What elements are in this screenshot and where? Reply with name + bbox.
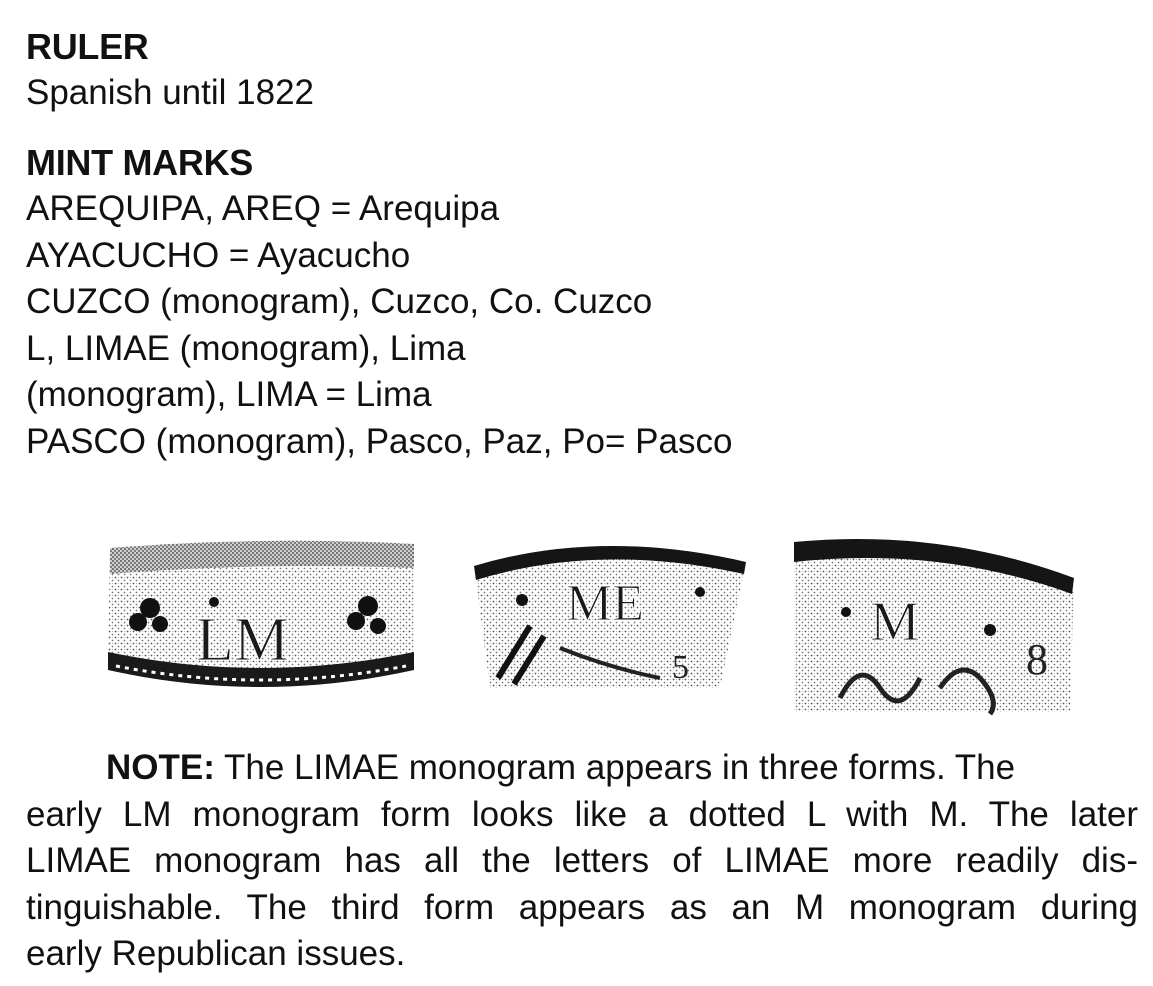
me-monogram-coin-image (474, 546, 746, 688)
note-label: NOTE: (106, 748, 215, 787)
monogram-images (0, 528, 1153, 728)
mint-mark-line: AYACUCHO = Ayacucho (26, 235, 411, 275)
mint-marks-section (26, 140, 732, 465)
note-text: early LM monogram form looks like a dotted L with M. The later (26, 794, 1138, 834)
note-text: The LIMAE monogram appears in three forms. The (214, 748, 1016, 787)
mint-mark-line: AREQUIPA, AREQ = Arequipa (26, 189, 500, 228)
svg-text:LM: LM (196, 606, 289, 674)
note-paragraph (26, 745, 1138, 978)
svg-text:M: M (870, 591, 920, 653)
note-text: tinguishable. The third form appears as an M monogram during (26, 887, 1138, 927)
lm-monogram-coin-image (108, 541, 414, 687)
note-text: LIMAE monogram has all the letters of LIMAE more readily dis- (26, 841, 1138, 880)
svg-text:ME: ME (566, 575, 644, 632)
mint-marks-heading: MINT MARKS (26, 142, 253, 183)
mint-mark-line: PASCO (monogram), Pasco, Paz, Po= Pasco (26, 421, 733, 461)
note-text: early Republican issues. (26, 934, 406, 973)
svg-text:5: 5 (672, 649, 689, 686)
note-first-line (26, 745, 1138, 792)
m-monogram-coin-image (794, 539, 1074, 714)
mint-mark-line: L, LIMAE (monogram), Lima (26, 328, 466, 368)
svg-text:8: 8 (1026, 635, 1048, 684)
ruler-section (26, 24, 314, 117)
ruler-heading: RULER (26, 26, 149, 67)
mint-mark-line: (monogram), LIMA = Lima (26, 375, 432, 414)
ruler-text: Spanish until 1822 (26, 73, 314, 112)
mint-mark-line: CUZCO (monogram), Cuzco, Co. Cuzco (26, 282, 653, 321)
